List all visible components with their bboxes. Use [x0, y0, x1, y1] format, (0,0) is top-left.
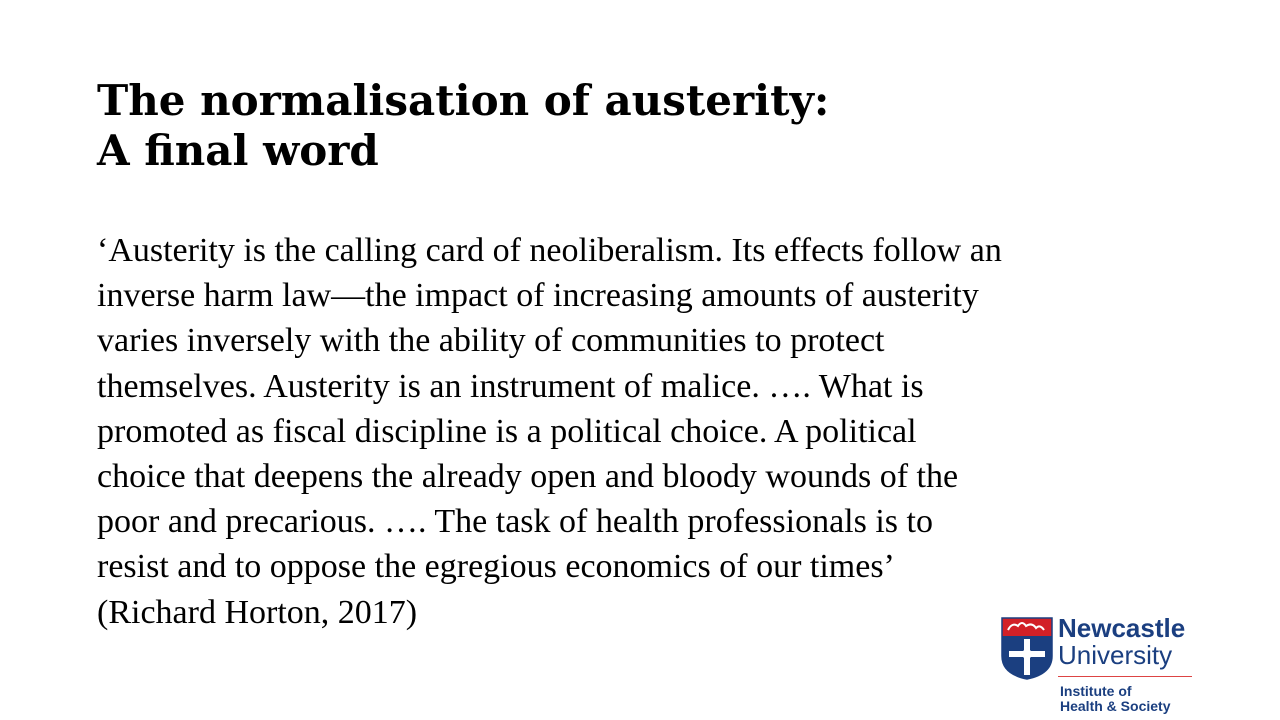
quote-line: varies inversely with the ability of communities to protect	[97, 322, 885, 360]
university-crest-icon	[1000, 616, 1054, 680]
slide-title	[97, 76, 829, 176]
quote-line: poor and precarious. …. The task of health professionals is to	[97, 503, 933, 541]
university-name-line-2: University	[1058, 640, 1173, 670]
logo-divider	[1058, 676, 1192, 677]
quote-line: promoted as fiscal discipline is a political choice. A political	[97, 412, 917, 450]
title-line-2: A final word	[97, 126, 379, 175]
quote-line: themselves. Austerity is an instrument of malice. …. What is	[97, 367, 924, 405]
quote-line: inverse harm law—the impact of increasing amounts of austerity	[97, 277, 979, 315]
university-name	[1058, 614, 1185, 668]
university-logo	[1000, 614, 1200, 716]
institute-line-1: Institute of	[1060, 683, 1132, 699]
quote-line: resist and to oppose the egregious economics of our times’	[97, 548, 895, 586]
institute-name	[1060, 684, 1170, 714]
quote-citation: (Richard Horton, 2017)	[97, 593, 418, 631]
university-name-line-1: Newcastle	[1058, 613, 1186, 643]
quote-text	[97, 228, 1227, 635]
title-line-1: The normalisation of austerity:	[97, 76, 830, 125]
quote-line: choice that deepens the already open and bloody wounds of the	[97, 458, 959, 496]
institute-line-2: Health & Society	[1060, 698, 1171, 714]
quote-line: ‘Austerity is the calling card of neoliberalism. Its effects follow an	[97, 232, 1002, 269]
